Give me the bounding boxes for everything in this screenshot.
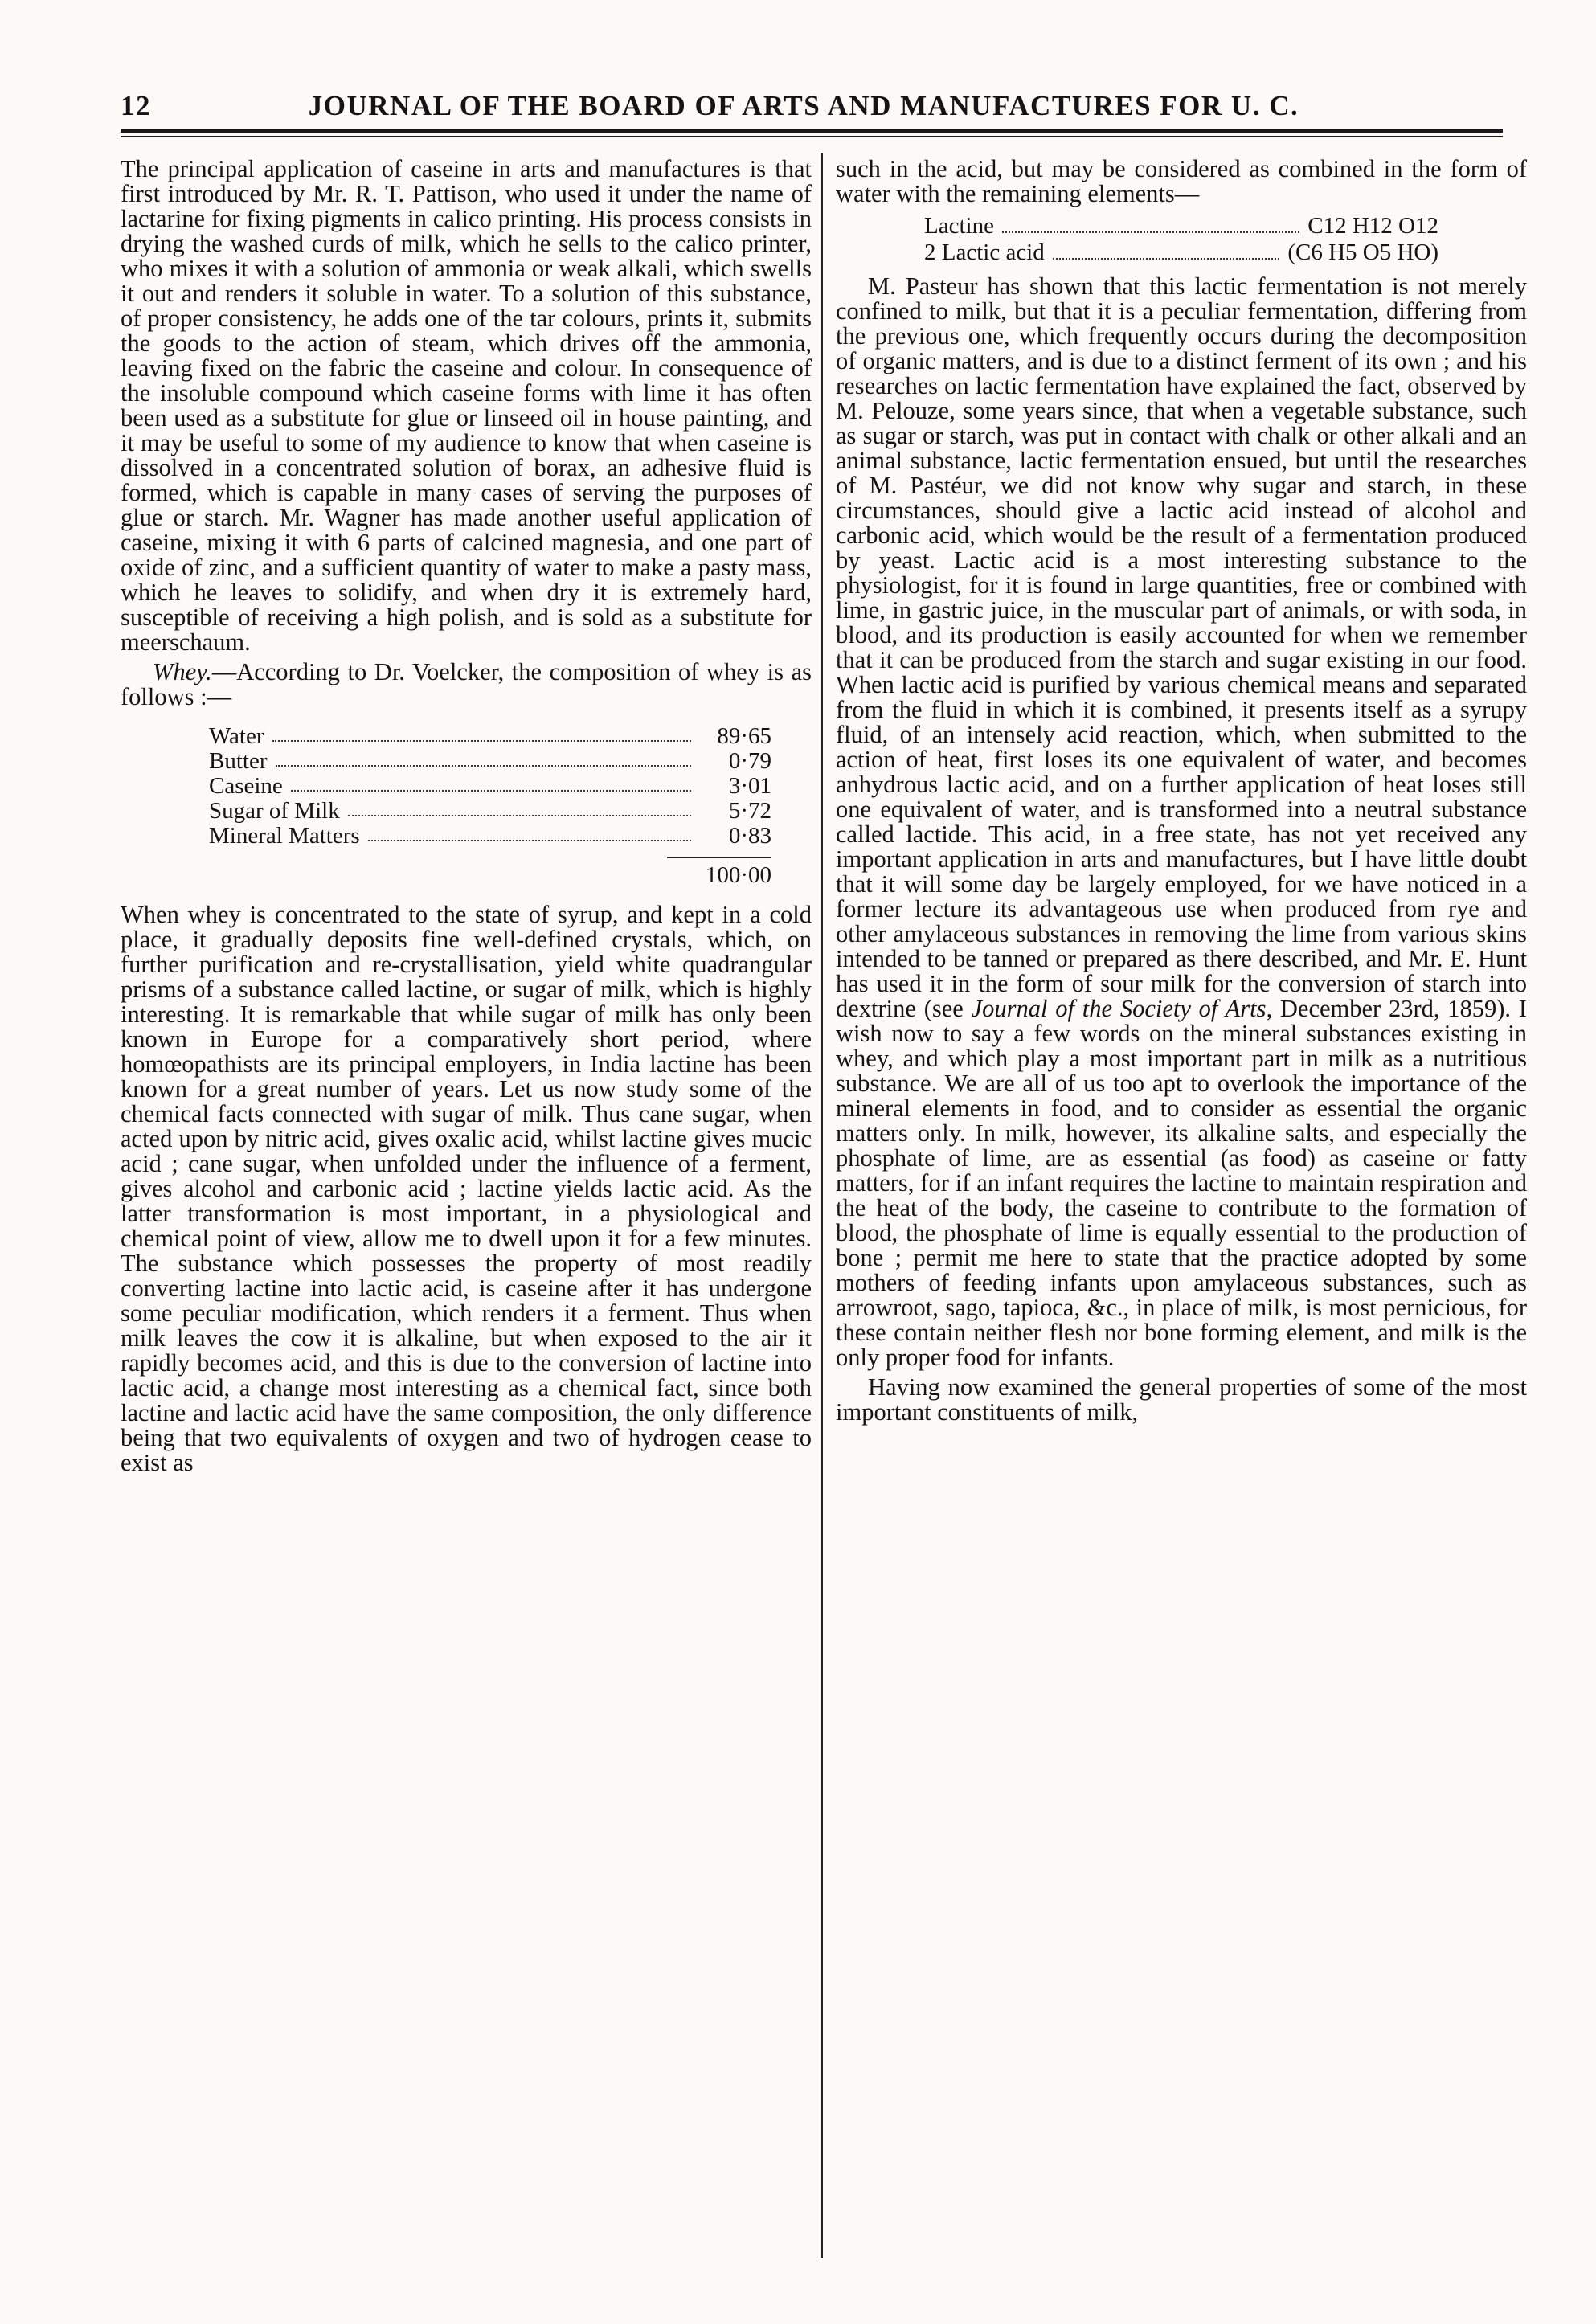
- journal-citation: Journal of the Society of Arts,: [971, 995, 1273, 1022]
- compound-name: 2 Lactic acid: [924, 239, 1045, 265]
- dot-leader: [1002, 231, 1299, 233]
- table-row: [209, 799, 771, 824]
- whey-component-name: Water: [209, 723, 264, 749]
- column-divider: [821, 153, 823, 2258]
- dot-leader: [368, 824, 691, 841]
- compound-formula: C12 H12 O12: [1307, 213, 1438, 239]
- page-header: [121, 80, 1487, 129]
- whey-component-value: 89·65: [717, 723, 771, 749]
- dot-leader: [348, 799, 691, 816]
- compound-formula: (C6 H5 O5 HO): [1287, 239, 1438, 265]
- table-row: [209, 824, 771, 849]
- whey-total: 100·00: [705, 862, 771, 888]
- dot-leader: [272, 724, 691, 742]
- formula-table: [924, 213, 1438, 266]
- dot-leader: [291, 774, 691, 792]
- whey-heading: Whey.: [153, 658, 212, 685]
- whey-component-value: 0·83: [728, 823, 771, 849]
- table-row: [209, 749, 771, 774]
- header-rule-thin: [121, 136, 1503, 137]
- dot-leader: [1053, 258, 1280, 260]
- caseine-paragraph: The principal application of caseine in arts and manufactures is that first introduced by Mr. R. T. Pattison, who used it under the name of lactarine for fixing pigments in calico printing. His process consists in drying the washed curds of milk, which he sells to the calico printer, who mixes it with a solution of ammonia or weak alkali, which swells it out and renders it soluble in water. To a solution of this substance, of proper consistency, he adds one of the tar colours, prints it, submits the goods to the action of steam, which drives off the ammonia, leaving fixed on the fabric the caseine and colour. In consequence of the insoluble compound which caseine forms with lime it has often been used as a substitute for glue or linseed oil in house painting, and it may be useful to some of my audience to know that when caseine is dissolved in a concentrated solution of borax, an adhesive fluid is formed, which is capable in many cases of serving the purposes of glue or starch. Mr. Wagner has made another useful application of caseine, mixing it with 6 parts of calcined magnesia, and one part of oxide of zinc, and a sufficient quantity of water to make a pasty mass, which he leaves to solidify, and when dry it is extremely hard, susceptible of receiving a high polish, and is sold as a substitute for meerschaum.: [121, 155, 812, 656]
- total-rule: [667, 857, 771, 858]
- page-number: 12: [121, 90, 151, 121]
- closing-paragraph: Having now examined the general properties of some of the most important constituents of milk,: [836, 1373, 1527, 1426]
- whey-component-value: 3·01: [728, 773, 771, 799]
- whey-intro-paragraph: [121, 660, 812, 710]
- left-column: [121, 157, 812, 1475]
- whey-component-value: 5·72: [728, 798, 771, 824]
- pasteur-text: M. Pasteur has shown that this lactic fermentation is not merely confined to milk, but that it is a peculiar fermentation, differing from the previous one, which frequently occurs during the decomposition of organic matters, and is due to a distinct ferment of its own ; and his researches on lactic fermentation have explained the fact, observed by M. Pelouze, some years since, that when a vegetable substance, such as sugar or starch, was put in contact with chalk or other alkali and an animal substance, lactic fermentation ensued, but until the researches of M. Pastéur, we did not know why sugar and starch, in these circumstances, should give a lactic acid instead of alcohol and carbonic acid, which would be the result of a fermentation produced by yeast. Lactic acid is a most interesting substance to the physiologist, for it is found in large quantities, free or combined with lime, in gastric juice, in the muscular part of animals, or with soda, in blood, and its production is easily accounted for when we remember that it can be produced from the starch and sugar existing in our food. When lactic acid is purified by various chemical means and separated from the fluid in which it is combined, it presents itself as a syrupy fluid, of an intensely acid reaction, which, when submitted to the action of heat, first loses its one equivalent of water, and becomes anhydrous lactic acid, and on a further application of heat loses still one equivalent of water, and is transformed into a neutral substance called lactide. This acid, in a free state, has not yet received any important application in arts and manufactures, but I have little doubt that it will some day be largely employed, for we have noticed in a former lecture its advantageous use when produced from rye and other amylaceous substances in removing the lime from various skins intended to be tanned or prepared as there described, and Mr. E. Hunt has used it in the form of sour milk for the conversion of starch into dextrine (see: [836, 272, 1527, 1022]
- whey-component-name: Mineral Matters: [209, 823, 360, 849]
- pasteur-text-end: December 23rd, 1859). I wish now to say a few words on the mineral substances existing in whey, and which play a most important part in milk as a nutritious substance. We are all of us too apt to overlook the importance of the mineral elements in food, and to consider as essential the organic matters only. In milk, however, its alkaline salts, and especially the phosphate of lime, are as essential (as food) as caseine or fatty matters, for if an infant requires the lactine to maintain respiration and the heat of the body, the caseine to contribute to the formation of blood, the phosphate of lime is equally essential to the production of bone ; permit me here to state that the practice adopted by some mothers of feeding infants upon amylaceous substances, such as arrowroot, sago, tapioca, &c., in place of milk, is most pernicious, for these contain neither flesh nor bone forming element, and milk is the only proper food for infants.: [836, 995, 1528, 1371]
- right-column: [836, 157, 1527, 1425]
- header-rule-thick: [121, 129, 1503, 133]
- running-title: JOURNAL OF THE BOARD OF ARTS AND MANUFACTURES FOR U. C.: [308, 90, 1299, 121]
- whey-composition-table: [209, 724, 771, 888]
- whey-component-name: Sugar of Milk: [209, 798, 340, 824]
- whey-component-name: Caseine: [209, 773, 283, 799]
- lactine-paragraph: When whey is concentrated to the state of syrup, and kept in a cold place, it gradually deposits fine well-defined crystals, which, on further purification and re-crystallisation, yield white quadrangular prisms of a substance called lactine, or sugar of milk, which is highly interesting. It is remarkable that while sugar of milk has only been known in Europe for a comparatively short period, where homœopathists are its principal employers, in India lactine has been known for a great number of years. Let us now study some of the chemical facts connected with sugar of milk. Thus cane sugar, when acted upon by nitric acid, gives oxalic acid, whilst lactine gives mucic acid ; cane sugar, when unfolded under the influence of a ferment, gives alcohol and carbonic acid ; lactine yields lactic acid. As the latter transformation is most important, in a physiological and chemical point of view, allow me to dwell upon it for a few minutes. The substance which possesses the property of most readily converting lactine into lactic acid, is caseine after it has undergone some peculiar modification, which renders it a ferment. Thus when milk leaves the cow it is alkaline, but when exposed to the air it rapidly becomes acid, and this is due to the conversion of lactine into lactic acid, a change most interesting as a chemical fact, since both lactine and lactic acid have the same composition, the only difference being that two equivalents of oxygen and two of hydrogen cease to exist as: [121, 901, 812, 1476]
- table-row: [924, 239, 1438, 266]
- table-row: [209, 724, 771, 749]
- whey-component-value: 0·79: [728, 748, 771, 774]
- whey-component-name: Butter: [209, 748, 268, 774]
- compound-name: Lactine: [924, 213, 994, 239]
- table-row: [924, 213, 1438, 239]
- continuation-paragraph: such in the acid, but may be considered as combined in the form of water with the remaining elements—: [836, 155, 1527, 207]
- whey-intro-text: —According to Dr. Voelcker, the composition of whey is as follows :—: [121, 658, 812, 710]
- pasteur-paragraph: [836, 274, 1527, 1370]
- table-row: [209, 774, 771, 799]
- dot-leader: [276, 749, 692, 767]
